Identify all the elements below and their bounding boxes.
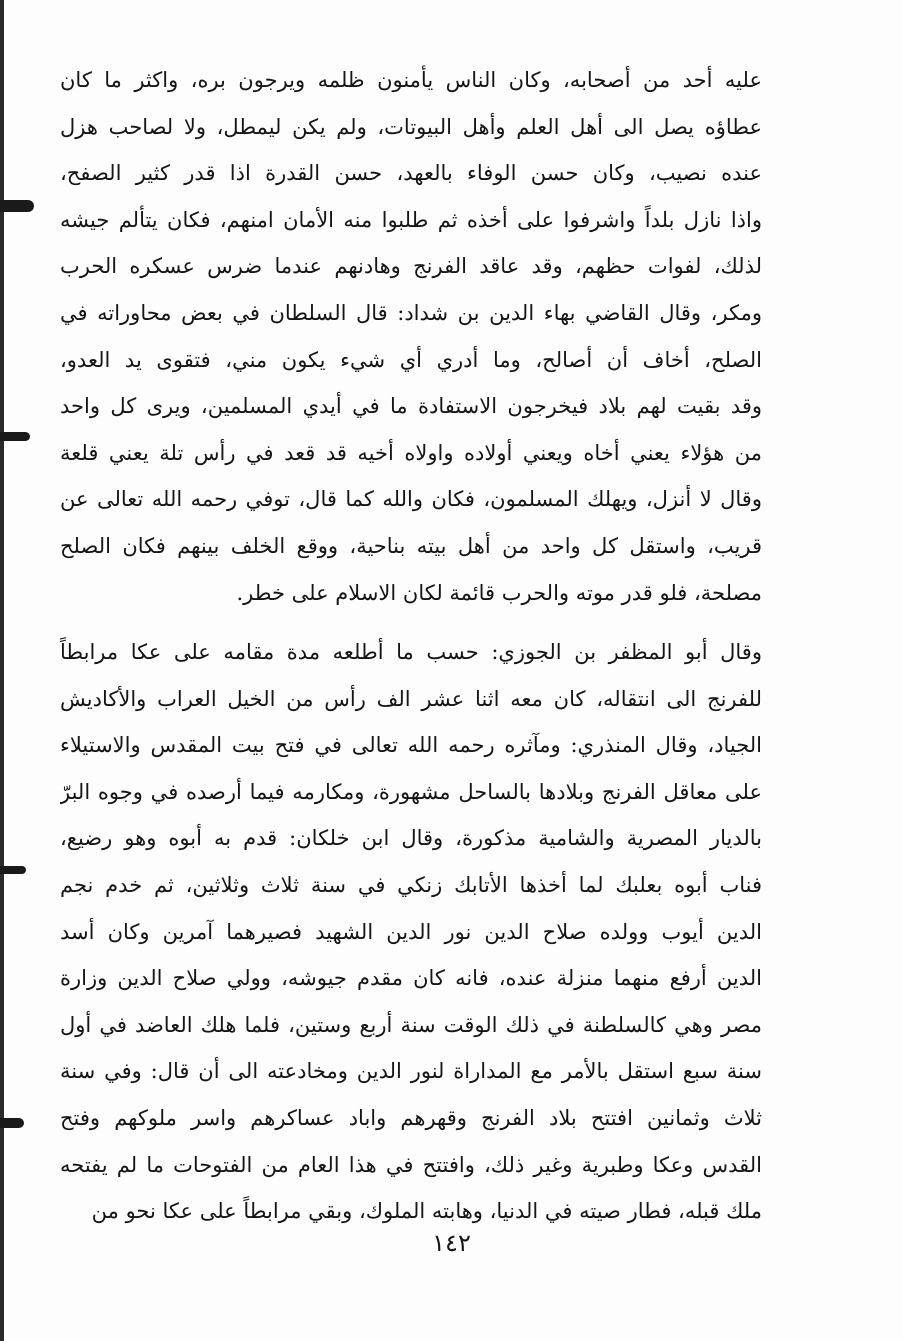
- text-line: واذا نازل بلداً واشرفوا على أخذه ثم طلبوا منه الأمان امنهم، فكان يتألم جيشه: [60, 207, 762, 232]
- margin-edge-mark: [0, 200, 34, 212]
- text-line: الدين أرفع منهما منزلة عنده، فانه كان مقدم جيوشه، وولي صلاح الدين وزارة: [60, 966, 762, 991]
- text-line: للفرنج الى انتقاله، كان معه اثنا عشر الف رأس من الخيل العراب والأكاديش: [60, 686, 762, 711]
- text-line: ملك قبله، فطار صيته في الدنيا، وهابته الملوك، وبقي مرابطاً على عكا نحو من: [91, 1199, 762, 1224]
- paragraph-2: [60, 629, 762, 1235]
- text-line: قريب، واستقل كل واحد من أهل بيته بناحية، ووقع الخلف بينهم فكان الصلح: [60, 533, 762, 558]
- text-line: الجياد، وقال المنذري: ومآثره رحمه الله تعالى في فتح بيت المقدس والاستيلاء: [60, 733, 762, 758]
- text-line: الصلح، أخاف أن أصالح، وما أدري أي شيء يكون مني، فتقوى يد العدو،: [60, 347, 762, 372]
- text-line: ومكر، وقال القاضي بهاء الدين بن شداد: قال السلطان في بعض محاوراته في: [60, 300, 762, 325]
- text-line: سنة سبع استقل بالأمر مع المداراة لنور الدين ومخادعته الى أن قال: وفي سنة: [60, 1059, 762, 1084]
- text-line: وقال أبو المظفر بن الجوزي: حسب ما أطلعه مدة مقامه على عكا مرابطاً: [60, 640, 762, 664]
- paragraph-1: [60, 57, 762, 616]
- text-line: مصر وهي كالسلطنة في ذلك الوقت سنة أربع وستين، فلما هلك العاضد في أول: [60, 1012, 762, 1037]
- text-line: الدين أيوب وولده صلاح الدين نور الدين الشهيد فصيرهما آمرين وكان أسد: [60, 919, 762, 944]
- text-line: لذلك، لفوات حظهم، وقد عاقد الفرنج وهادنهم عندما ضرس عسكره الحرب: [60, 254, 762, 279]
- page-number: ١٤٢: [432, 1229, 471, 1257]
- text-line: وقال لا أنزل، ويهلك المسلمون، فكان والله كما قال، توفي رحمه الله تعالى عن: [60, 487, 762, 512]
- text-line: فناب أبوه بعلبك لما أخذها الأتابك زنكي في سنة ثلاث وثلاثين، ثم خدم نجم: [60, 872, 762, 897]
- text-line: وقد بقيت لهم بلاد فيخرجون الاستفادة ما في أيدي المسلمين، ويرى كل واحد: [60, 394, 762, 419]
- text-line: عطاؤه يصل الى أهل العلم وأهل البيوتات، ولم يكن ليمطل، ولا لصاحب هزل: [60, 114, 762, 139]
- text-line: عليه أحد من أصحابه، وكان الناس يأمنون ظلمه ويرجون بره، واكثر ما كان: [60, 68, 762, 92]
- text-line: على معاقل الفرنج وبلادها بالساحل مشهورة، ومكارمه فيما أرصده في وجوه البرّ: [60, 779, 762, 804]
- text-line: القدس وعكا وطبرية وغير ذلك، وافتتح في هذا العام من الفتوحات ما لم يفتحه: [60, 1152, 762, 1177]
- text-line: بالديار المصرية والشامية مذكورة، وقال ابن خلكان: قدم به أبوه وهو رضيع،: [60, 826, 762, 851]
- margin-edge-mark: [0, 866, 26, 874]
- text-line: عنده نصيب، وكان حسن الوفاء بالعهد، حسن القدرة اذا قدر كثير الصفح،: [60, 161, 762, 186]
- text-line: من هؤلاء يعني أخاه ويعني أولاده واولاه أخيه قد قعد في رأس تلة يعني قلعة: [60, 440, 762, 465]
- margin-edge-mark: [0, 1118, 24, 1128]
- text-line: ثلاث وثمانين افتتح بلاد الفرنج وقهرهم واباد عساكرهم واسر ملوكهم وفتح: [60, 1105, 762, 1130]
- margin-edge-mark: [0, 432, 30, 441]
- text-line: مصلحة، فلو قدر موته والحرب قائمة لكان الاسلام على خطر.: [236, 580, 762, 605]
